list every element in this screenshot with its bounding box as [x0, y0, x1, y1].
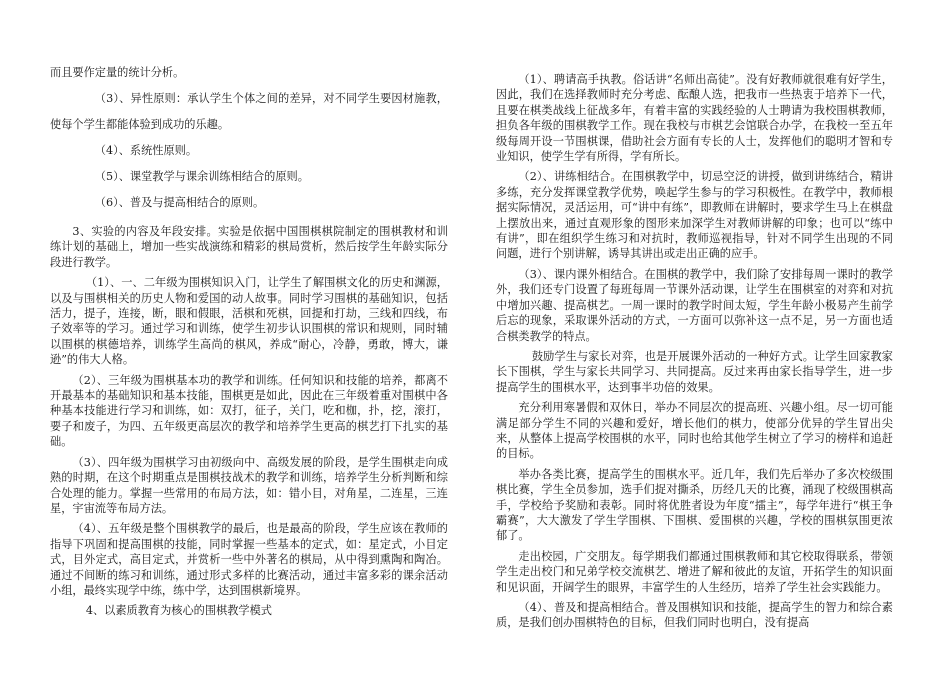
paragraph: （4）、普及和提高相结合。普及围棋知识和技能，提高学生的智力和综合素质，是我们创办围棋特色的目标，但我们同时也明白，没有提高 [496, 601, 893, 630]
paragraph: （3）、异性原则：承认学生个体之间的差异，对不同学生要因材施教，使每个学生都能体验到成功的乐趣。 [50, 92, 448, 131]
paragraph: （4）、系统性原则。 [94, 144, 198, 157]
paragraph: （3）、课内课外相结合。在围棋的教学中，我们除了安排每周一课时的教学外，我们还专门设置了每班每周一节课外活动课，让学生在围棋室的对弈和对抗中增加兴趣、提高棋艺。一周一课时的教学时间太短，学生年龄小极易产生前学后忘的现象，采取课外活动的方式，一方面可以弥补这一点不足，另一方面也适合棋类教学的特点。 [496, 267, 893, 343]
paragraph: 3、实验的内容及年段安排。实验是依据中国围棋棋院制定的围棋教材和训练计划的基础上，增加一些实战演练和精彩的棋局赏析，然后按学生年龄实际分段进行教学。 [50, 225, 448, 269]
paragraph: 鼓励学生与家长对弈，也是开展课外活动的一种好方式。让学生回家教家长下围棋，学生与家长共同学习、共同提高。反过来再由家长指导学生，进一步提高学生的围棋水平，达到事半功倍的效果。 [496, 349, 893, 394]
paragraph: （2）、讲练相结合。在围棋教学中，切忌空泛的讲授，做到讲练结合，精讲多练，充分发挥课堂教学优势，唤起学生参与的学习积极性。在教学中，教师根据实际情况，灵活运用，可“讲中有练”，即教师在讲解时，要求学生马上在棋盘上摆放出来，通过直观形象的图形来加深学生对教师讲解的印象；也可以“练中有讲”，即在组织学生练习和对抗时，教师巡视指导，针对不同学生出现的不同问题，进行个别讲解，诱导其讲出或走出正确的应手。 [496, 170, 893, 261]
paragraph: 而且要作定量的统计分析。 [50, 66, 185, 79]
paragraph: （3）、四年级为围棋学习由初级向中、高级发展的阶段，是学生围棋走向成熟的时期，在这个时期重点是围棋技战术的教学和训练，培养学生分析判断和综合处理的能力。掌握一些常用的布局方法，如：错小目，对角星，二连星，三连星，宇宙流等布局方法。 [50, 455, 448, 515]
paragraph: （5）、课堂教学与课余训练相结合的原则。 [94, 170, 309, 183]
left-column [50, 60, 448, 624]
paragraph: 走出校园，广交朋友。每学期我们都通过围棋教师和其它校取得联系，带领学生走出校门和兄弟学校交流棋艺、增进了解和彼此的友谊，开拓学生的知识面和见识面，开阔学生的眼界，丰富学生的人生经历，培养了学生社会实践能力。 [496, 549, 893, 594]
paragraph: 充分利用寒暑假和双休日，举办不同层次的提高班、兴趣小组。尽一切可能满足部分学生不同的兴趣和爱好，增长他们的棋力，使部分优异的学生冒出尖来，从整体上提高学校围棋的水平，同时也给其他学生树立了学习的榜样和追赶的目标。 [496, 401, 893, 461]
paragraph: （4）、五年级是整个围棋教学的最后，也是最高的阶段，学生应该在教师的指导下巩固和提高围棋的技能，同时掌握一些基本的定式，如：星定式，小目定式，目外定式，高目定式，并赏析一些中外著名的棋局，从中得到熏陶和陶冶。通过不间断的练习和训练，通过形式多样的比赛活动，通过丰富多彩的课余活动小组，最终实现学中练，练中学，达到围棋新境界。 [50, 522, 448, 597]
section-heading: 4、以素质教育为核心的围棋教学模式 [85, 604, 272, 618]
right-column [496, 72, 893, 636]
paragraph: （6）、普及与提高相结合的原则。 [94, 196, 265, 209]
paragraph: （2）、三年级为围棋基本功的教学和训练。任何知识和技能的培养，都离不开最基本的基础知识和基本技能，围棋更是如此，因此在三年级着重对围棋中各种基本技能进行学习和训练，如：双打，征子，关门，吃和枷，扑，挖，滚打，要子和废子，为四、五年级更高层次的教学和培养学生更高的棋艺打下扎实的基础。 [50, 373, 448, 449]
paragraph: 举办各类比赛，提高学生的围棋水平。近几年，我们先后举办了多次校级围棋比赛，学生全员参加，选手们捉对撕杀，历经几天的比赛，涌现了校级围棋高手，学校给予奖励和表彰。同时将优胜者设为年度“擂主”，每学年进行“棋王争霸赛”，大大激发了学生学围棋、下围棋、爱围棋的兴趣，学校的围棋氛围更浓郁了。 [496, 467, 893, 543]
paragraph: （1）、一、二年级为围棋知识入门，让学生了解围棋文化的历史和渊源，以及与围棋相关的历史人物和爱国的动人故事。同时学习围棋的基础知识，包括活力，提子，连接，断，眼和假眼，活棋和死棋，回提和打劫，三线和四线，布子效率等的学习。通过学习和训练，使学生初步认识围棋的常识和规则，同时辅以围棋的棋德培养，训练学生高尚的棋风，养成“耐心，冷静，勇敢，博大，谦逊”的伟大人格。 [50, 276, 448, 367]
paragraph: （1）、聘请高手执教。俗话讲“名师出高徒”。没有好教师就很难有好学生，因此，我们在选择教师时充分考虑、酝酿人选，把我市一些热衷于培养下一代，且要在棋类战线上征战多年，有着丰富的实践经验的人士聘请为我校围棋教师，担负各年级的围棋教学工作。现在我校与市棋艺会馆联合办学，在我校一至五年级每周开设一节围棋课，借助社会方面有专长的人士，发挥他们的聪明才智和专业知识，使学生学有所得，学有所长。 [496, 73, 893, 164]
